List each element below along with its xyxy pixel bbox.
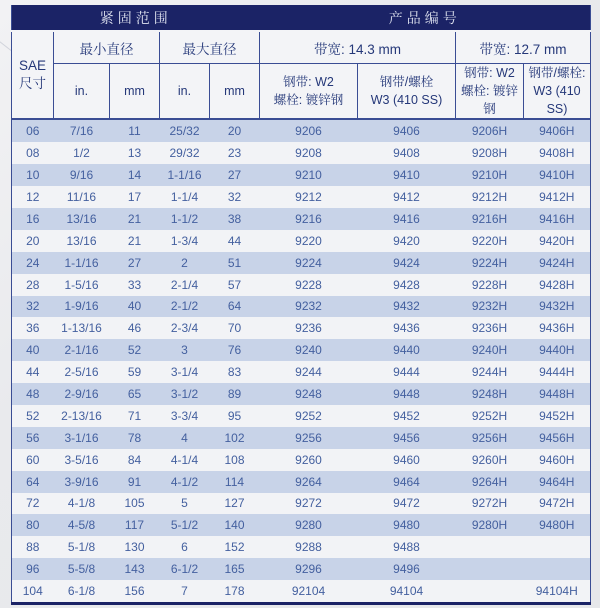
table-cell: 9208H	[456, 142, 524, 164]
w2-a-line2: 螺栓: 镀锌钢	[273, 93, 344, 108]
table-cell: 72	[12, 493, 54, 515]
table-cell: 9208	[260, 142, 358, 164]
table-cell: 4-1/4	[160, 449, 210, 471]
table-row	[12, 536, 591, 558]
table-cell: 9440	[358, 339, 456, 361]
table-cell: 9232	[260, 296, 358, 318]
table-cell: 9280H	[456, 514, 524, 536]
table-cell: 9496	[358, 558, 456, 580]
table-row	[12, 142, 591, 164]
table-cell: 64	[210, 296, 260, 318]
table-cell: 104	[12, 580, 54, 603]
table-cell: 40	[12, 339, 54, 361]
table-cell: 13	[110, 142, 160, 164]
table-row	[12, 339, 591, 361]
header-min-mm: mm	[110, 64, 160, 120]
table-row	[12, 208, 591, 230]
table-cell: 65	[110, 383, 160, 405]
table-cell: 9420	[358, 230, 456, 252]
table-cell: 56	[12, 427, 54, 449]
table-cell: 94104	[358, 580, 456, 603]
table-cell	[456, 558, 524, 580]
table-cell: 9216	[260, 208, 358, 230]
table-cell: 9212	[260, 186, 358, 208]
table-cell: 52	[12, 405, 54, 427]
table-cell: 1-9/16	[54, 296, 110, 318]
table-cell: 06	[12, 119, 54, 142]
table-cell: 9224	[260, 252, 358, 274]
table-cell: 9288	[260, 536, 358, 558]
header-max-diameter: 最大直径	[160, 31, 260, 64]
table-cell	[524, 536, 591, 558]
table-cell: 92104	[260, 580, 358, 603]
table-cell: 9224H	[456, 252, 524, 274]
table-cell: 140	[210, 514, 260, 536]
table-cell: 14	[110, 164, 160, 186]
table-cell: 27	[210, 164, 260, 186]
table-cell: 12	[12, 186, 54, 208]
table-cell: 9210	[260, 164, 358, 186]
table-cell: 91	[110, 471, 160, 493]
table-cell: 9220H	[456, 230, 524, 252]
table-row	[12, 383, 591, 405]
table-cell: 2-13/16	[54, 405, 110, 427]
header-sae-size	[12, 31, 54, 119]
table-cell: 9248	[260, 383, 358, 405]
table-cell: 52	[110, 339, 160, 361]
table-cell: 71	[110, 405, 160, 427]
table-cell: 10	[12, 164, 54, 186]
table-cell: 9280	[260, 514, 358, 536]
unit-header-row	[12, 64, 591, 120]
table-row	[12, 230, 591, 252]
table-cell: 9416H	[524, 208, 591, 230]
table-cell: 9410H	[524, 164, 591, 186]
table-cell: 9424	[358, 252, 456, 274]
table-cell: 83	[210, 361, 260, 383]
table-cell: 117	[110, 514, 160, 536]
header-min-in: in.	[54, 64, 110, 120]
w2-b-line2: 螺栓: 镀锌钢	[461, 84, 518, 117]
table-cell: 1-1/2	[160, 208, 210, 230]
table-cell: 5	[160, 493, 210, 515]
table-cell: 9296	[260, 558, 358, 580]
table-cell: 20	[12, 230, 54, 252]
table-cell: 156	[110, 580, 160, 603]
table-cell: 46	[110, 317, 160, 339]
table-cell: 143	[110, 558, 160, 580]
w3-a-line2: W3 (410 SS)	[370, 93, 443, 108]
table-cell: 9436	[358, 317, 456, 339]
w3-b-line1: 钢带/螺栓:	[528, 66, 586, 80]
table-cell: 9406	[358, 119, 456, 142]
table-row	[12, 252, 591, 274]
table-cell: 64	[12, 471, 54, 493]
table-row	[12, 186, 591, 208]
group-header-row	[12, 5, 591, 31]
table-cell: 1-13/16	[54, 317, 110, 339]
header-max-in: in.	[160, 64, 210, 120]
clamp-spec-table	[11, 5, 591, 605]
table-cell: 9236H	[456, 317, 524, 339]
table-cell: 9444H	[524, 361, 591, 383]
table-row	[12, 274, 591, 296]
table-cell: 2	[160, 252, 210, 274]
table-cell: 24	[12, 252, 54, 274]
table-cell: 9452	[358, 405, 456, 427]
table-cell: 9416	[358, 208, 456, 230]
table-cell: 9406H	[524, 119, 591, 142]
header-w2-galvanized-14-3	[260, 64, 358, 120]
table-cell: 9252	[260, 405, 358, 427]
table-cell: 9464H	[524, 471, 591, 493]
header-min-diameter: 最小直径	[54, 31, 160, 64]
table-cell: 2-9/16	[54, 383, 110, 405]
table-cell: 11	[110, 119, 160, 142]
table-cell: 08	[12, 142, 54, 164]
table-cell: 1/2	[54, 142, 110, 164]
table-row	[12, 296, 591, 318]
table-cell: 33	[110, 274, 160, 296]
table-cell: 9432H	[524, 296, 591, 318]
table-row	[12, 493, 591, 515]
table-cell: 9460H	[524, 449, 591, 471]
table-cell: 127	[210, 493, 260, 515]
table-cell: 165	[210, 558, 260, 580]
table-cell: 88	[12, 536, 54, 558]
table-cell: 9420H	[524, 230, 591, 252]
table-cell: 21	[110, 208, 160, 230]
table-cell: 57	[210, 274, 260, 296]
subgroup-header-row	[12, 31, 591, 64]
table-cell: 28	[12, 274, 54, 296]
table-row	[12, 361, 591, 383]
table-row	[12, 580, 591, 603]
table-cell: 5-5/8	[54, 558, 110, 580]
w3-b-line2: W3 (410 SS)	[533, 84, 581, 117]
table-row	[12, 471, 591, 493]
table-cell: 9436H	[524, 317, 591, 339]
table-cell: 9472	[358, 493, 456, 515]
table-cell: 6-1/2	[160, 558, 210, 580]
table-cell: 6-1/8	[54, 580, 110, 603]
table-cell: 5-1/2	[160, 514, 210, 536]
table-cell: 9456H	[524, 427, 591, 449]
table-cell: 36	[12, 317, 54, 339]
table-cell: 4-5/8	[54, 514, 110, 536]
table-cell: 9412H	[524, 186, 591, 208]
table-cell: 9432	[358, 296, 456, 318]
table-cell: 11/16	[54, 186, 110, 208]
table-cell: 21	[110, 230, 160, 252]
table-cell	[456, 580, 524, 603]
table-cell: 9228H	[456, 274, 524, 296]
table-cell: 1-5/16	[54, 274, 110, 296]
table-cell: 9440H	[524, 339, 591, 361]
table-row	[12, 427, 591, 449]
table-cell: 9248H	[456, 383, 524, 405]
table-cell: 9256	[260, 427, 358, 449]
table-cell: 9448H	[524, 383, 591, 405]
w2-a-line1: 钢带: W2	[283, 75, 334, 90]
table-cell: 3-1/4	[160, 361, 210, 383]
table-cell: 1-1/16	[160, 164, 210, 186]
header-band-width-12-7: 带宽: 12.7 mm	[456, 31, 591, 64]
table-cell: 1-1/16	[54, 252, 110, 274]
table-cell: 94104H	[524, 580, 591, 603]
header-max-mm: mm	[210, 64, 260, 120]
table-cell: 9412	[358, 186, 456, 208]
table-cell: 40	[110, 296, 160, 318]
table-row	[12, 164, 591, 186]
table-cell: 13/16	[54, 230, 110, 252]
table-cell	[456, 536, 524, 558]
table-cell: 84	[110, 449, 160, 471]
table-row	[12, 558, 591, 580]
header-product-number: 产品编号	[260, 5, 591, 31]
table-cell: 9240H	[456, 339, 524, 361]
table-row	[12, 119, 591, 142]
table-cell: 2-1/16	[54, 339, 110, 361]
table-cell: 9228	[260, 274, 358, 296]
table-cell: 32	[12, 296, 54, 318]
header-w3-410ss-12-7	[524, 64, 591, 120]
table-cell: 108	[210, 449, 260, 471]
table-cell: 9244H	[456, 361, 524, 383]
table-cell: 89	[210, 383, 260, 405]
header-fastening-range: 紧固范围	[12, 5, 260, 31]
table-cell: 9216H	[456, 208, 524, 230]
table-cell: 9210H	[456, 164, 524, 186]
table-cell: 178	[210, 580, 260, 603]
w3-a-line1: 钢带/螺栓	[379, 75, 434, 90]
sae-label-line1: SAE	[18, 57, 46, 73]
table-cell: 59	[110, 361, 160, 383]
table-cell: 105	[110, 493, 160, 515]
table-cell: 9236	[260, 317, 358, 339]
table-cell: 48	[12, 383, 54, 405]
table-cell: 95	[210, 405, 260, 427]
table-cell: 9260H	[456, 449, 524, 471]
table-cell: 17	[110, 186, 160, 208]
table-cell: 9/16	[54, 164, 110, 186]
table-cell: 9232H	[456, 296, 524, 318]
table-cell: 9244	[260, 361, 358, 383]
table-cell: 7	[160, 580, 210, 603]
table-cell: 9472H	[524, 493, 591, 515]
table-cell: 9480	[358, 514, 456, 536]
table-row	[12, 449, 591, 471]
table-cell: 9272	[260, 493, 358, 515]
table-cell: 1-3/4	[160, 230, 210, 252]
table-cell: 1-1/4	[160, 186, 210, 208]
table-cell: 80	[12, 514, 54, 536]
table-cell: 9428H	[524, 274, 591, 296]
table-cell: 114	[210, 471, 260, 493]
table-cell: 16	[12, 208, 54, 230]
table-cell: 9256H	[456, 427, 524, 449]
table-row	[12, 514, 591, 536]
table-cell: 130	[110, 536, 160, 558]
table-cell: 9456	[358, 427, 456, 449]
table-cell: 4	[160, 427, 210, 449]
table-cell: 9264H	[456, 471, 524, 493]
table-cell: 152	[210, 536, 260, 558]
table-cell: 9460	[358, 449, 456, 471]
table-cell: 27	[110, 252, 160, 274]
table-cell: 78	[110, 427, 160, 449]
table-row	[12, 317, 591, 339]
table-cell: 9452H	[524, 405, 591, 427]
table-cell: 3-3/4	[160, 405, 210, 427]
table-cell: 3-1/2	[160, 383, 210, 405]
table-cell: 3-1/16	[54, 427, 110, 449]
table-cell: 51	[210, 252, 260, 274]
table-cell: 9448	[358, 383, 456, 405]
table-cell: 2-1/2	[160, 296, 210, 318]
table-cell: 9212H	[456, 186, 524, 208]
table-cell: 29/32	[160, 142, 210, 164]
table-cell	[524, 558, 591, 580]
table-cell: 23	[210, 142, 260, 164]
table-cell: 9264	[260, 471, 358, 493]
table-cell: 9206	[260, 119, 358, 142]
table-cell: 96	[12, 558, 54, 580]
table-cell: 4-1/2	[160, 471, 210, 493]
table-cell: 76	[210, 339, 260, 361]
sae-label-line2: 尺寸	[19, 76, 46, 92]
header-band-width-14-3: 带宽: 14.3 mm	[260, 31, 456, 64]
table-cell: 13/16	[54, 208, 110, 230]
w2-b-line1: 钢带: W2	[464, 66, 515, 80]
table-cell: 9480H	[524, 514, 591, 536]
table-cell: 2-3/4	[160, 317, 210, 339]
header-w2-galvanized-12-7	[456, 64, 524, 120]
table-cell: 9240	[260, 339, 358, 361]
table-cell: 60	[12, 449, 54, 471]
table-cell: 4-1/8	[54, 493, 110, 515]
table-cell: 32	[210, 186, 260, 208]
table-cell: 44	[210, 230, 260, 252]
table-cell: 9410	[358, 164, 456, 186]
table-cell: 2-5/16	[54, 361, 110, 383]
table-cell: 44	[12, 361, 54, 383]
table-cell: 9408	[358, 142, 456, 164]
table-cell: 3	[160, 339, 210, 361]
table-cell: 2-1/4	[160, 274, 210, 296]
table-cell: 9444	[358, 361, 456, 383]
table-cell: 9464	[358, 471, 456, 493]
table-row	[12, 405, 591, 427]
table-cell: 9252H	[456, 405, 524, 427]
table-cell: 9260	[260, 449, 358, 471]
table-cell: 9488	[358, 536, 456, 558]
table-cell: 9428	[358, 274, 456, 296]
table-cell: 3-9/16	[54, 471, 110, 493]
table-cell: 102	[210, 427, 260, 449]
table-cell: 38	[210, 208, 260, 230]
table-cell: 9206H	[456, 119, 524, 142]
table-cell: 7/16	[54, 119, 110, 142]
table-cell: 6	[160, 536, 210, 558]
table-cell: 9220	[260, 230, 358, 252]
table-cell: 9272H	[456, 493, 524, 515]
table-cell: 25/32	[160, 119, 210, 142]
table-cell: 70	[210, 317, 260, 339]
table-cell: 20	[210, 119, 260, 142]
header-w3-410ss-14-3	[358, 64, 456, 120]
table-cell: 9408H	[524, 142, 591, 164]
table-cell: 5-1/8	[54, 536, 110, 558]
table-cell: 9424H	[524, 252, 591, 274]
table-body	[12, 119, 591, 603]
table-cell: 3-5/16	[54, 449, 110, 471]
